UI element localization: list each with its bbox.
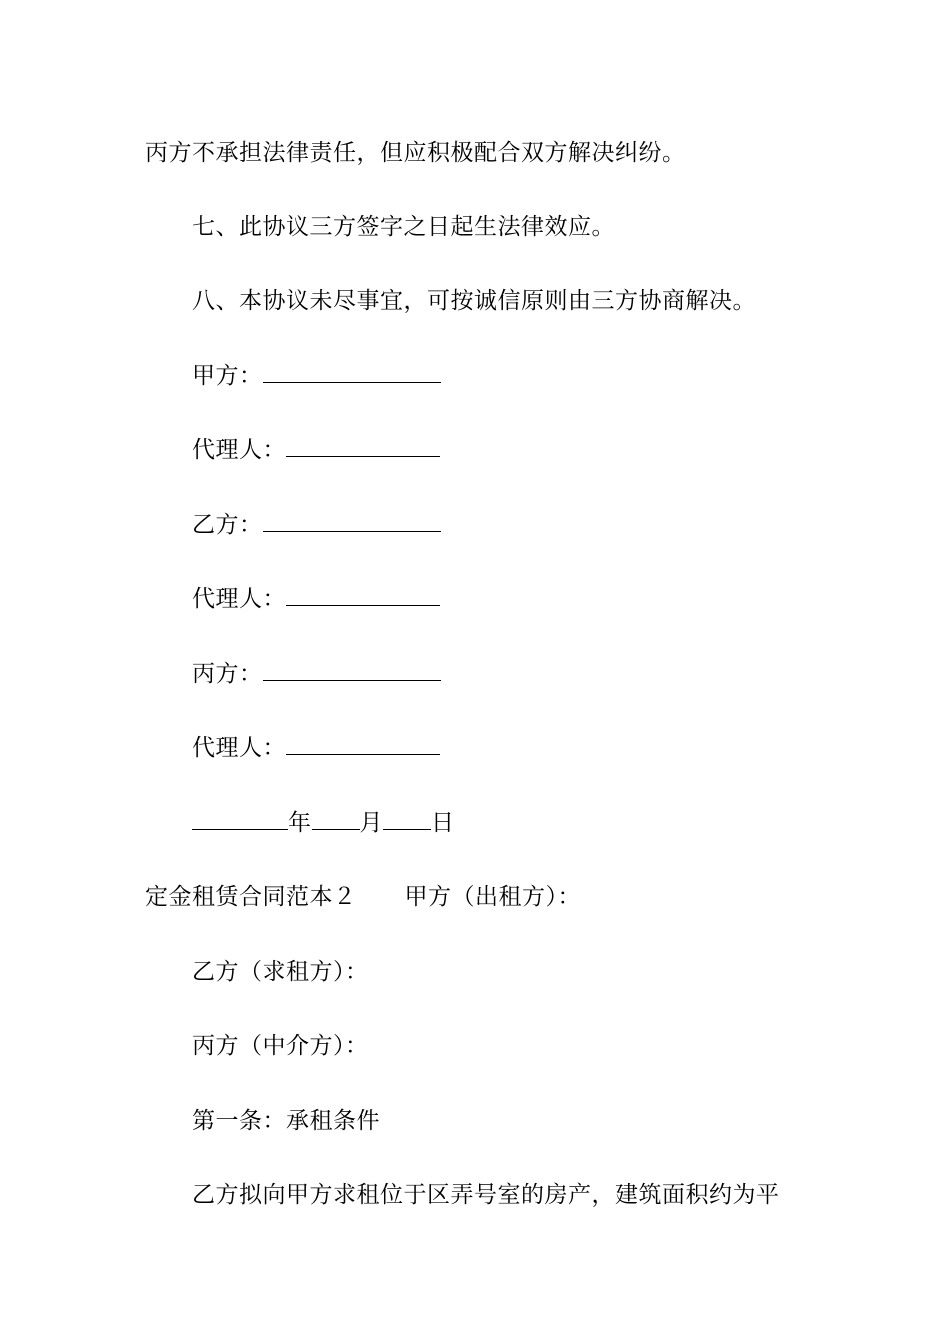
- signature-blank: [286, 585, 440, 606]
- signature-blank: [263, 660, 441, 681]
- month-label: 月: [359, 810, 383, 836]
- paragraph-line: 丙方不承担法律责任，但应积极配合双方解决纠纷。: [145, 140, 686, 166]
- signature-agent-3: [192, 733, 440, 763]
- party-b-lessee: 乙方（求租方）：: [192, 959, 369, 985]
- signature-blank: [263, 362, 441, 383]
- agent-label: 代理人：: [192, 586, 286, 612]
- party-a-lessor: 甲方（出租方）：: [404, 884, 581, 910]
- signature-blank: [286, 734, 440, 755]
- year-blank: [192, 809, 288, 830]
- party-c-agency: 丙方（中介方）：: [192, 1033, 369, 1059]
- signature-party-c: [192, 659, 441, 689]
- contract-title: 定金租赁合同范本２: [145, 884, 357, 910]
- contract-title-line: [145, 882, 581, 912]
- day-blank: [383, 809, 431, 830]
- year-label: 年: [288, 810, 312, 836]
- signature-blank: [286, 436, 440, 457]
- signature-agent-1: [192, 435, 440, 465]
- agent-label: 代理人：: [192, 437, 286, 463]
- party-a-label: 甲方：: [192, 363, 263, 389]
- signature-blank: [263, 511, 441, 532]
- signature-agent-2: [192, 584, 440, 614]
- agent-label: 代理人：: [192, 735, 286, 761]
- party-c-label: 丙方：: [192, 661, 263, 687]
- day-label: 日: [431, 810, 455, 836]
- signature-party-a: [192, 361, 441, 391]
- clause-seven: 七、此协议三方签字之日起生法律效应。: [192, 214, 615, 240]
- party-b-label: 乙方：: [192, 512, 263, 538]
- clause-eight: 八、本协议未尽事宜，可按诚信原则由三方协商解决。: [192, 288, 756, 314]
- month-blank: [312, 809, 360, 830]
- article-one-text: 乙方拟向甲方求租位于区弄号室的房产，建筑面积约为平: [192, 1182, 780, 1208]
- article-one-heading: 第一条：承租条件: [192, 1108, 380, 1134]
- signature-party-b: [192, 510, 441, 540]
- date-line: [192, 808, 455, 838]
